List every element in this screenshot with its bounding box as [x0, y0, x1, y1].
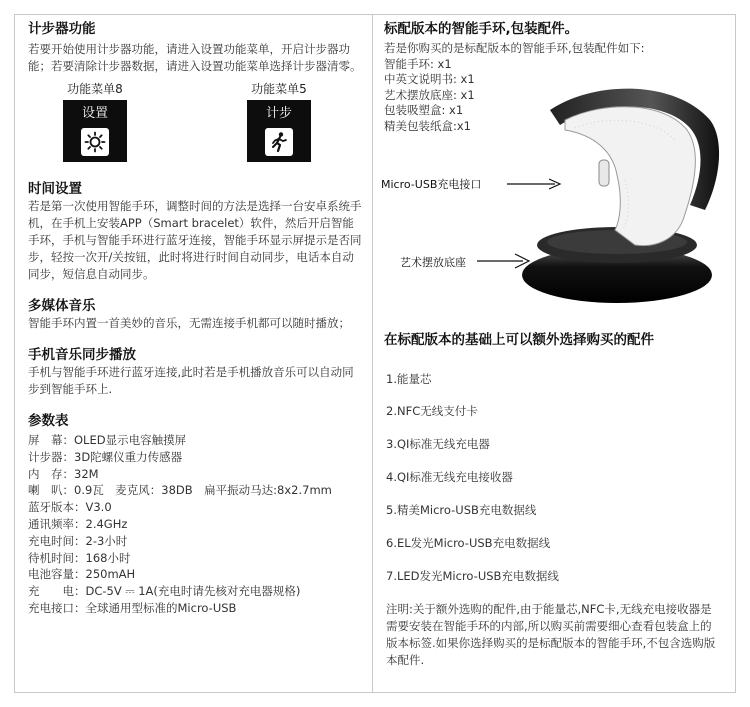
time-text: 若是第一次使用智能手环，调整时间的方法是选择一台安卓系统手机，在手机上安装APP（Smart bracelet）软件，然后开启智能手环，手机与智能手环进行蓝牙连接，智能手环显示屏提示是否同步，轻按一次开/关按钮，此时将进行时间自动同步，电话本自动同步，短信息自动同步。: [28, 199, 362, 281]
param-row: 喇 叭：0.9瓦 麦克风：38DB 扁平振动马达:8x2.7mm: [28, 483, 332, 498]
menu-example-settings: [50, 81, 140, 162]
package-title: 标配版本的智能手环,包装配件。: [384, 21, 579, 37]
package-item: 艺术摆放底座: x1: [384, 87, 475, 102]
menu-caption: 功能菜单8: [67, 82, 123, 96]
param-row: 待机时间：168小时: [28, 550, 131, 565]
option-item: 2.NFC无线支付卡: [386, 404, 478, 418]
screen-label: 设置: [81, 106, 108, 121]
param-row: 屏 幕：OLED显示电容触摸屏: [28, 433, 187, 447]
arrow-right-icon: [475, 252, 535, 270]
option-item: 7.LED发光Micro-USB充电数据线: [386, 569, 559, 583]
menu-caption: 功能菜单5: [251, 82, 307, 96]
bracelet-product-image: [505, 80, 730, 310]
menu-examples: [28, 81, 364, 162]
param-row: 充 电：DC-5V ⎓ 1A(充电时请先核对充电器规格): [28, 584, 301, 599]
package-intro: 若是你购买的是标配版本的智能手环,包装配件如下:: [384, 41, 645, 55]
pedometer-section: [28, 20, 364, 162]
sync-section: [28, 346, 364, 398]
arrow-right-icon: [505, 176, 565, 192]
package-item: 精美包装纸盒:x1: [384, 118, 471, 133]
time-section: [28, 180, 364, 283]
media-section: [28, 297, 364, 332]
param-row: 充电时间：2-3小时: [28, 533, 128, 548]
option-item: 4.QI标准无线充电接收器: [386, 470, 513, 484]
usb-port-callout: Micro-USB充电接口: [381, 178, 482, 191]
watch-screen-settings: [63, 100, 127, 162]
params-title: 参数表: [28, 413, 69, 429]
option-item: 3.QI标准无线充电器: [386, 437, 490, 451]
media-text: 智能手环内置一首美妙的音乐，无需连接手机都可以随时播放；: [28, 316, 350, 330]
param-row: 蓝牙版本：V3.0: [28, 500, 112, 515]
runner-icon: [265, 128, 293, 156]
media-title: 多媒体音乐: [28, 298, 96, 314]
options-section: [384, 331, 728, 349]
package-item: 包装吸塑盒: x1: [384, 103, 464, 117]
pedometer-text: 若要开始使用计步器功能，请进入设置功能菜单，开启计步器功能；若要清除计步器数据，请进入设置功能菜单选择计步器清零。: [28, 42, 362, 73]
sync-text: 手机与智能手环进行蓝牙连接,此时若是手机播放音乐可以自动同步到智能手环上.: [28, 365, 354, 396]
option-item: 1.能量芯: [386, 372, 432, 386]
params-section: [28, 412, 364, 617]
time-title: 时间设置: [28, 181, 82, 197]
base-callout: 艺术摆放底座: [400, 256, 466, 269]
options-title: 在标配版本的基础上可以额外选择购买的配件: [384, 332, 654, 348]
params-table: [28, 432, 364, 617]
package-item: 智能手环: x1: [384, 56, 452, 71]
param-row: 充电接口：全球通用型标准的Micro-USB: [28, 600, 237, 615]
screen-label: 计步: [265, 106, 292, 121]
options-note: 注明:关于额外选购的配件,由于能量芯,NFC卡,无线充电接收器是需要安装在智能手环的内部,所以购买前需要细心查看包装盒上的版本标签.如果你选择购买的是标配版本的智能手环,不包含选购版本配件.: [386, 602, 716, 667]
package-item: 中英文说明书: x1: [384, 72, 475, 86]
sync-title: 手机音乐同步播放: [28, 347, 136, 363]
param-row: 电池容量：250mAH: [28, 567, 136, 582]
param-row: 计步器：3D陀螺仪重力传感器: [28, 449, 183, 464]
pedometer-title: 计步器功能: [28, 21, 96, 37]
gear-icon: [81, 128, 109, 156]
left-column: [28, 20, 364, 617]
option-item: 5.精美Micro-USB充电数据线: [386, 503, 537, 517]
menu-example-pedometer: [234, 81, 324, 162]
option-item: 6.EL发光Micro-USB充电数据线: [386, 536, 551, 550]
param-row: 通讯频率：2.4GHz: [28, 516, 128, 531]
param-row: 内 存：32M: [28, 466, 99, 481]
column-divider: [372, 14, 373, 693]
watch-screen-pedometer: [247, 100, 311, 162]
